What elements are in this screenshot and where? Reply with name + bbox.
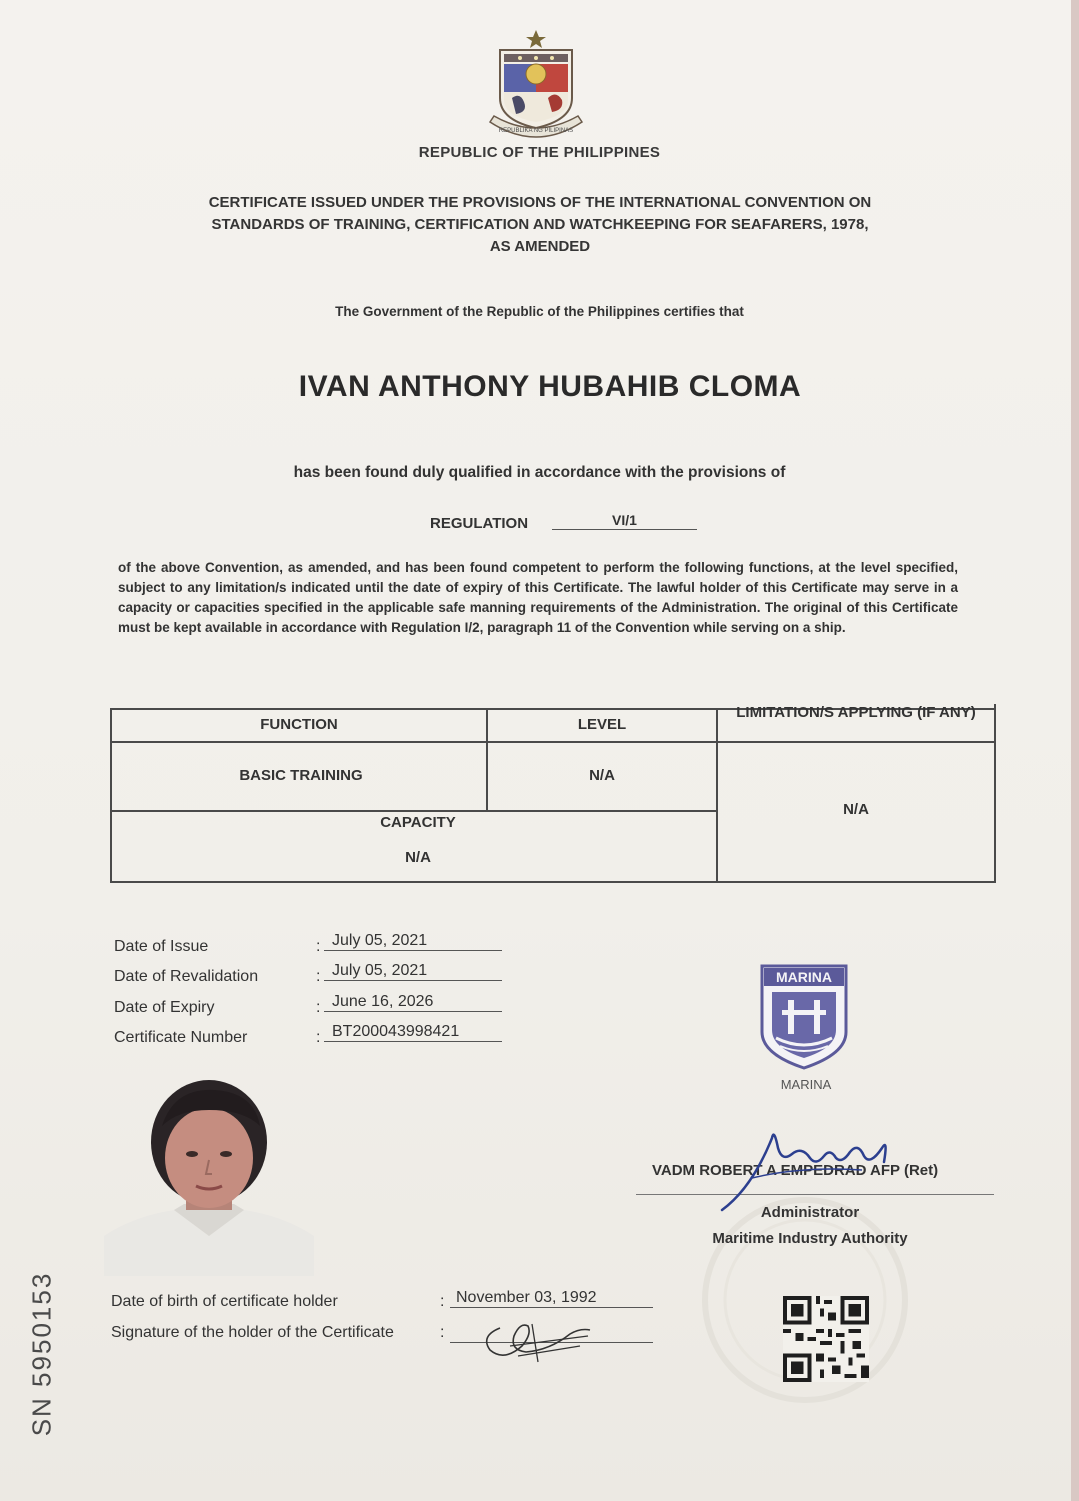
- marina-logo-icon: [758, 962, 850, 1072]
- holder-photo: [104, 1076, 314, 1276]
- colon: :: [440, 1324, 445, 1341]
- certificate-number-label: Certificate Number: [114, 1029, 248, 1046]
- table-header-level: LEVEL: [577, 716, 627, 733]
- certificate-number-value: BT200043998421: [324, 1023, 502, 1042]
- holder-name: IVAN ANTHONY HUBAHIB CLOMA: [298, 370, 802, 403]
- certificate-title: CERTIFICATE ISSUED UNDER THE PROVISIONS OF THE INTERNATIONAL CONVENTION ON STANDARDS OF TRAINING, CERTIFICATION AND WATCHKEEPING FOR SEAFARERS, 1978, AS AMENDED: [208, 194, 872, 255]
- svg-text:MARINA: MARINA: [776, 969, 832, 985]
- colon: :: [316, 938, 321, 955]
- capacity-value: N/A: [405, 849, 431, 866]
- revalidation-date-label: Date of Revalidation: [114, 968, 259, 985]
- qr-code: [783, 1296, 869, 1382]
- regulation-value: VI/1: [552, 512, 697, 530]
- background-edge: [1071, 0, 1079, 1501]
- qualified-statement: has been found duly qualified in accordance with the provisions of: [293, 464, 786, 481]
- colon: :: [316, 999, 321, 1016]
- revalidation-date-value: July 05, 2021: [324, 962, 502, 981]
- administrator-organization: Maritime Industry Authority: [712, 1230, 908, 1247]
- table-header-function: FUNCTION: [260, 716, 338, 733]
- expiry-date-label: Date of Expiry: [114, 999, 215, 1016]
- certificate-body-paragraph: of the above Convention, as amended, and has been found competent to perform the following functions, at the level specified, subject to any limitation/s indicated until the date of expiry of this Certificate. The lawful holder of this Certificate may serve in a capacity or capacities specified in the applicable safe manning requirements of the Administration. The original of this Certificate must be kept available in accordance with Regulation I/2, paragraph 11 of the Convention while serving on a ship.: [118, 560, 958, 635]
- administrator-name: VADM ROBERT A EMPEDRAD AFP (Ret): [652, 1162, 939, 1179]
- function-value: BASIC TRAINING: [239, 767, 363, 784]
- expiry-date-value: June 16, 2026: [324, 993, 502, 1012]
- issue-date-value: July 05, 2021: [324, 932, 502, 951]
- holder-signature: [470, 1306, 600, 1370]
- administrator-title: Administrator: [760, 1204, 860, 1221]
- government-certifies-line: The Government of the Republic of the Philippines certifies that: [335, 304, 744, 319]
- colon: :: [316, 1029, 321, 1046]
- svg-text:REPUBLIKA NG PILIPINAS: REPUBLIKA NG PILIPINAS: [498, 128, 574, 134]
- date-of-birth-value: November 03, 1992: [450, 1289, 653, 1308]
- level-value: N/A: [589, 767, 615, 784]
- date-of-birth-label: Date of birth of certificate holder: [111, 1293, 338, 1310]
- serial-number: [22, 1254, 62, 1454]
- capacity-header: CAPACITY: [380, 814, 456, 831]
- regulation-label: REGULATION: [430, 515, 529, 532]
- republic-title: REPUBLIC OF THE PHILIPPINES: [418, 144, 661, 161]
- colon: :: [440, 1293, 445, 1310]
- limitations-value: N/A: [843, 801, 869, 818]
- marina-caption: MARINA: [780, 1077, 832, 1092]
- table-header-limitations: LIMITATION/S APPLYING (IF ANY): [736, 704, 976, 721]
- issue-date-label: Date of Issue: [114, 938, 209, 955]
- philippine-seal-icon: [482, 28, 590, 140]
- administrator-signature: [712, 1118, 902, 1218]
- serial-number-text: SN 5950153: [26, 1271, 57, 1437]
- colon: :: [316, 968, 321, 985]
- holder-signature-label: Signature of the holder of the Certificate: [111, 1324, 394, 1341]
